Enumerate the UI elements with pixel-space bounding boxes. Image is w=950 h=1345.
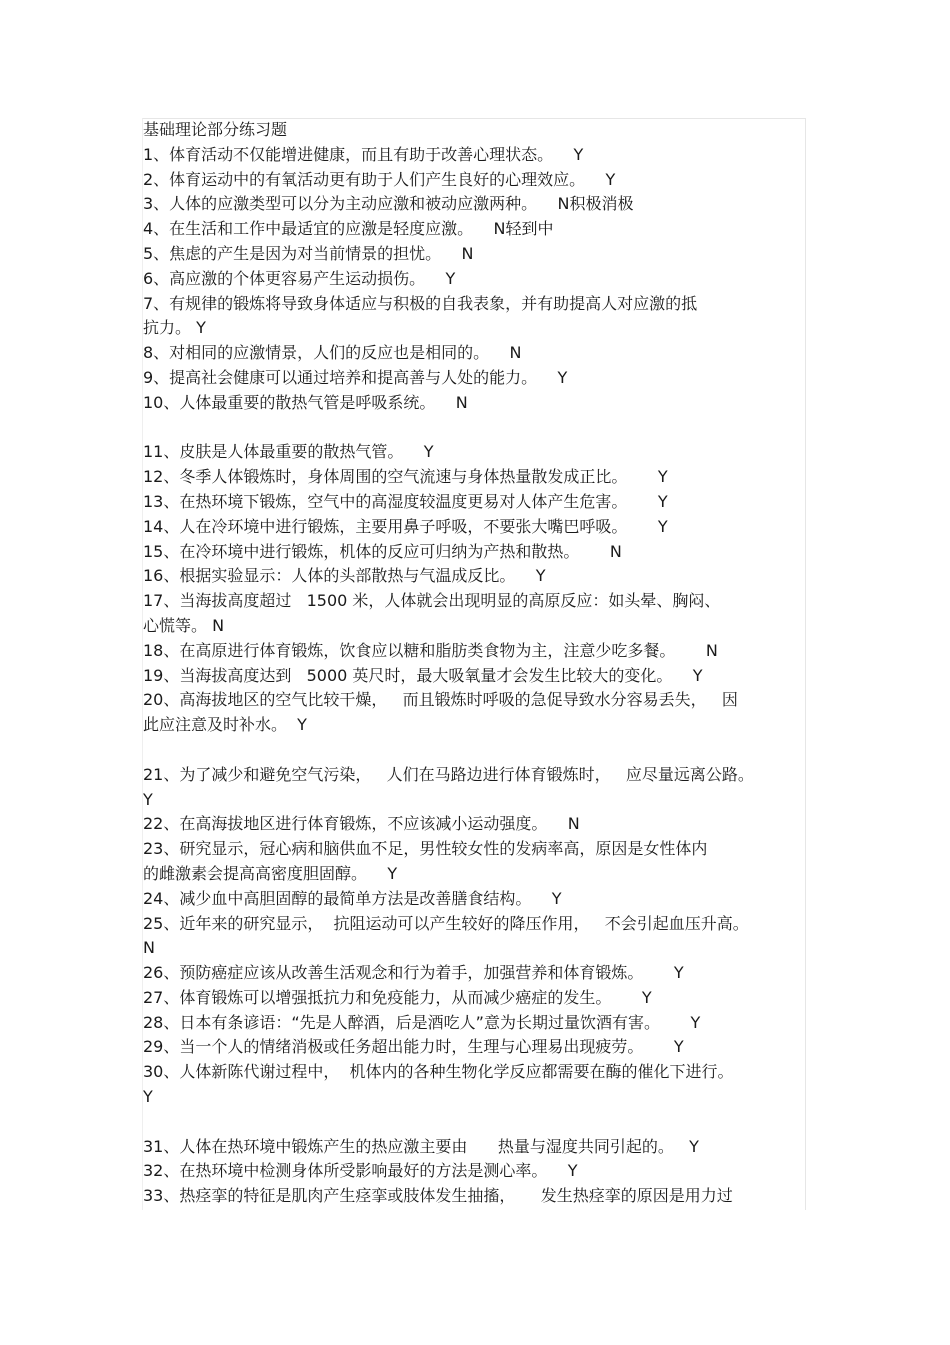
question-line: 25、近年来的研究显示， 抗阻运动可以产生较好的降压作用， 不会引起血压升高。 — [143, 913, 749, 933]
blank-line — [143, 1110, 807, 1135]
question-line: 心慌等。 N — [143, 615, 225, 635]
question-line: 22、在高海拔地区进行体育锻炼，不应该减小运动强度。 N — [143, 814, 580, 834]
document-title: 基础理论部分练习题 — [143, 120, 288, 139]
blank-line — [143, 416, 807, 441]
question-line: 30、人体新陈代谢过程中， 机体内的各种生物化学反应都需要在酶的催化下进行。 — [143, 1062, 734, 1082]
question-line: Y — [143, 789, 153, 809]
question-line: 33、热痉挛的特征是肌肉产生痉挛或肢体发生抽搐， 发生热痉挛的原因是用力过 — [143, 1186, 733, 1206]
question-line: 10、人体最重要的散热气管是呼吸系统。 N — [143, 392, 468, 412]
question-line: 5、焦虑的产生是因为对当前情景的担忧。 N — [143, 243, 474, 263]
question-line: 9、提高社会健康可以通过培养和提高善与人处的能力。 Y — [143, 367, 568, 387]
question-line: 此应注意及时补水。 Y — [143, 715, 307, 735]
question-line: 18、在高原进行体育锻炼，饮食应以糖和脂肪类食物为主，注意少吃多餐。 N — [143, 640, 718, 660]
question-line: 8、对相同的应激情景，人们的反应也是相同的。 N — [143, 343, 522, 363]
question-line: 抗力。 Y — [143, 318, 206, 338]
question-line: 14、人在冷环境中进行锻炼，主要用鼻子呼吸，不要张大嘴巴呼吸。 Y — [143, 516, 668, 536]
question-line: 19、当海拔高度达到 5000 英尺时，最大吸氧量才会发生比较大的变化。 Y — [143, 665, 703, 685]
question-line: 的雌激素会提高高密度胆固醇。 Y — [143, 863, 398, 883]
question-line: 24、减少血中高胆固醇的最简单方法是改善膳食结构。 Y — [143, 888, 562, 908]
question-line: 26、预防癌症应该从改善生活观念和行为着手，加强营养和体育锻炼。 Y — [143, 963, 684, 983]
question-line: 2、体育运动中的有氧活动更有助于人们产生良好的心理效应。 Y — [143, 169, 616, 189]
question-line: 29、当一个人的情绪消极或任务超出能力时，生理与心理易出现疲劳。 Y — [143, 1037, 684, 1057]
question-line: 32、在热环境中检测身体所受影响最好的方法是测心率。 Y — [143, 1161, 578, 1181]
question-line: N — [143, 938, 155, 958]
question-line: 27、体育锻炼可以增强抵抗力和免疫能力，从而减少癌症的发生。 Y — [143, 987, 652, 1007]
question-line: 13、在热环境下锻炼，空气中的高湿度较温度更易对人体产生危害。 Y — [143, 491, 668, 511]
question-line: 23、研究显示，冠心病和脑供血不足，男性较女性的发病率高，原因是女性体内 — [143, 839, 708, 859]
question-line: 21、为了减少和避免空气污染， 人们在马路边进行体育锻炼时， 应尽量远离公路。 — [143, 764, 754, 784]
question-line: 6、高应激的个体更容易产生运动损伤。 Y — [143, 268, 456, 288]
question-line: 4、在生活和工作中最适宜的应激是轻度应激。 N轻到中 — [143, 219, 554, 239]
question-line: 11、皮肤是人体最重要的散热气管。 Y — [143, 442, 434, 462]
question-list — [143, 143, 807, 1209]
question-line: 15、在冷环境中进行锻炼，机体的反应可归纳为产热和散热。 N — [143, 541, 622, 561]
blank-line — [143, 738, 807, 763]
question-line: 16、根据实验显示：人体的头部散热与气温成反比。 Y — [143, 566, 546, 586]
question-line: 20、高海拔地区的空气比较干燥， 而且锻炼时呼吸的急促导致水分容易丢失， 因 — [143, 690, 738, 710]
question-line: Y — [143, 1087, 153, 1107]
question-line: 3、人体的应激类型可以分为主动应激和被动应激两种。 N积极消极 — [143, 194, 634, 214]
question-line: 28、日本有条谚语：“先是人醉酒，后是酒吃人”意为长期过量饮酒有害。 Y — [143, 1012, 701, 1032]
document-body — [143, 118, 807, 1210]
question-line: 17、当海拔高度超过 1500 米，人体就会出现明显的高原反应：如头晕、胸闷、 — [143, 591, 721, 611]
question-line: 12、冬季人体锻炼时，身体周围的空气流速与身体热量散发成正比。 Y — [143, 467, 668, 487]
question-line: 7、有规律的锻炼将导致身体适应与积极的自我表象，并有助提高人对应激的抵 — [143, 293, 698, 313]
question-line: 1、体育活动不仅能增进健康，而且有助于改善心理状态。 Y — [143, 144, 584, 164]
question-line: 31、人体在热环境中锻炼产生的热应激主要由 热量与湿度共同引起的。 Y — [143, 1136, 699, 1156]
